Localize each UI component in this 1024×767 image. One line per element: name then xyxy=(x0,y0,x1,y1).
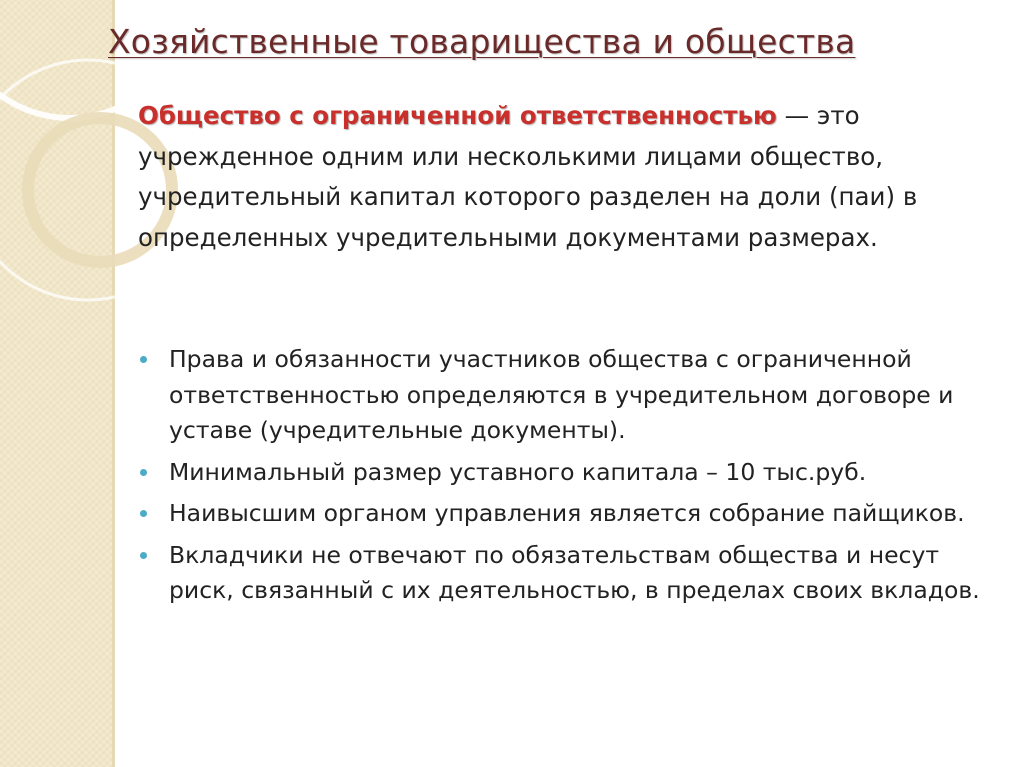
definition-paragraph xyxy=(138,96,1008,258)
bullet-dot-icon xyxy=(140,552,147,559)
bullet-dot-icon xyxy=(140,469,147,476)
bullet-text: Права и обязанности участников общества с ограниченной ответственностью определяются в учредительном договоре и уставе (учредительные документы). xyxy=(169,345,954,444)
bullet-list xyxy=(0,342,1024,615)
bullet-item xyxy=(0,455,1024,491)
bullet-text: Минимальный размер уставного капитала – 10 тыс.руб. xyxy=(169,457,867,486)
bullet-dot-icon xyxy=(140,510,147,517)
bullet-item xyxy=(0,342,1024,449)
bullet-item xyxy=(0,496,1024,532)
bullet-dot-icon xyxy=(140,356,147,363)
definition-term: Общество с ограниченной ответственностью xyxy=(138,101,777,130)
bullet-text: Вкладчики не отвечают по обязательствам общества и несут риск, связанный с их деятельностью, в пределах своих вкладов. xyxy=(169,540,980,604)
bullet-text: Наивысшим органом управления является собрание пайщиков. xyxy=(169,499,965,527)
slide-title: Хозяйственные товарищества и общества xyxy=(108,22,856,61)
definition-text: — это учрежденное одним или несколькими лицами общество, учредительный капитал которого разделен на доли (паи) в определенных учредительными документами размерах. xyxy=(138,101,918,252)
bullet-item xyxy=(0,538,1024,609)
